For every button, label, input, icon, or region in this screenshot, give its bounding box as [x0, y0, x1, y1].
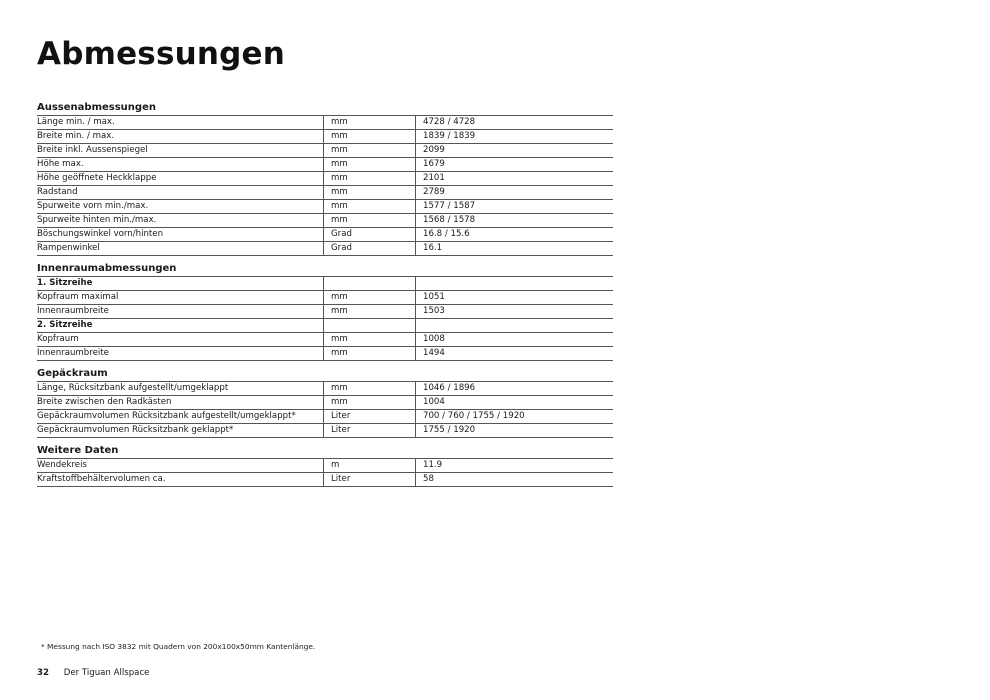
row-unit: mm — [324, 200, 416, 214]
row-unit: m — [324, 459, 416, 473]
section-title: Weitere Daten — [37, 445, 119, 456]
spec-table — [37, 115, 613, 256]
row-label: Spurweite hinten min./max. — [37, 214, 324, 228]
table-row — [37, 116, 613, 130]
table-row — [37, 410, 613, 424]
table-row — [37, 473, 613, 487]
row-unit: mm — [324, 305, 416, 319]
row-value: 16.1 — [416, 242, 614, 256]
table-row — [37, 130, 613, 144]
row-value: 2101 — [416, 172, 614, 186]
section-title: Aussenabmessungen — [37, 102, 156, 113]
row-value: 1839 / 1839 — [416, 130, 614, 144]
section — [37, 444, 613, 487]
row-unit: Liter — [324, 410, 416, 424]
table-row — [37, 242, 613, 256]
row-value: 1008 — [416, 333, 614, 347]
row-unit: Grad — [324, 242, 416, 256]
row-value: 1051 — [416, 291, 614, 305]
row-label: Breite zwischen den Radkästen — [37, 396, 324, 410]
row-label: Kopfraum maximal — [37, 291, 324, 305]
table-row — [37, 214, 613, 228]
row-unit — [324, 319, 416, 333]
row-label: Innenraumbreite — [37, 347, 324, 361]
row-value: 1577 / 1587 — [416, 200, 614, 214]
row-unit: Grad — [324, 228, 416, 242]
row-value: 1004 — [416, 396, 614, 410]
page-title: Abmessungen — [37, 36, 286, 72]
table-row — [37, 144, 613, 158]
row-label: Höhe max. — [37, 158, 324, 172]
table-row — [37, 347, 613, 361]
row-label: 1. Sitzreihe — [37, 277, 324, 291]
row-label: Radstand — [37, 186, 324, 200]
row-label: Länge, Rücksitzbank aufgestellt/umgeklappt — [37, 382, 324, 396]
row-value: 1568 / 1578 — [416, 214, 614, 228]
row-value: 1503 — [416, 305, 614, 319]
row-label: Rampenwinkel — [37, 242, 324, 256]
section — [37, 101, 613, 256]
row-label: Spurweite vorn min./max. — [37, 200, 324, 214]
section-title: Innenraumabmessungen — [37, 263, 177, 274]
row-value — [416, 277, 614, 291]
row-label: 2. Sitzreihe — [37, 319, 324, 333]
row-label: Wendekreis — [37, 459, 324, 473]
table-row — [37, 305, 613, 319]
dimensions-tables — [37, 101, 613, 487]
table-row — [37, 382, 613, 396]
row-label: Breite min. / max. — [37, 130, 324, 144]
row-unit: mm — [324, 186, 416, 200]
row-unit: mm — [324, 130, 416, 144]
section-title: Gepäckraum — [37, 368, 108, 379]
spec-table — [37, 381, 613, 438]
table-row — [37, 424, 613, 438]
spec-table — [37, 458, 613, 487]
row-value: 4728 / 4728 — [416, 116, 614, 130]
footnote: * Messung nach ISO 3832 mit Quadern von 200x100x50mm Kantenlänge. — [41, 642, 316, 651]
row-label: Breite inkl. Aussenspiegel — [37, 144, 324, 158]
row-value: 1494 — [416, 347, 614, 361]
row-label: Gepäckraumvolumen Rücksitzbank aufgestellt/umgeklappt* — [37, 410, 324, 424]
row-label: Länge min. / max. — [37, 116, 324, 130]
row-value — [416, 319, 614, 333]
row-value: 1046 / 1896 — [416, 382, 614, 396]
row-unit: Liter — [324, 424, 416, 438]
row-unit: mm — [324, 158, 416, 172]
row-value: 1755 / 1920 — [416, 424, 614, 438]
row-value: 11.9 — [416, 459, 614, 473]
table-subheader-row — [37, 277, 613, 291]
table-row — [37, 158, 613, 172]
row-unit: mm — [324, 214, 416, 228]
row-label: Böschungswinkel vorn/hinten — [37, 228, 324, 242]
row-value: 700 / 760 / 1755 / 1920 — [416, 410, 614, 424]
row-unit: mm — [324, 382, 416, 396]
row-label: Höhe geöffnete Heckklappe — [37, 172, 324, 186]
table-subheader-row — [37, 319, 613, 333]
table-row — [37, 172, 613, 186]
row-value: 16.8 / 15.6 — [416, 228, 614, 242]
table-row — [37, 459, 613, 473]
page-number: 32 — [37, 668, 49, 678]
row-value: 2789 — [416, 186, 614, 200]
row-value: 58 — [416, 473, 614, 487]
row-unit: mm — [324, 333, 416, 347]
row-unit: mm — [324, 172, 416, 186]
row-unit: mm — [324, 144, 416, 158]
section — [37, 262, 613, 361]
table-row — [37, 228, 613, 242]
row-label: Innenraumbreite — [37, 305, 324, 319]
row-label: Gepäckraumvolumen Rücksitzbank geklappt* — [37, 424, 324, 438]
table-row — [37, 291, 613, 305]
row-unit: mm — [324, 291, 416, 305]
document-title: Der Tiguan Allspace — [63, 668, 150, 678]
section — [37, 367, 613, 438]
row-unit: Liter — [324, 473, 416, 487]
table-row — [37, 396, 613, 410]
row-value: 2099 — [416, 144, 614, 158]
row-unit: mm — [324, 396, 416, 410]
spec-table — [37, 276, 613, 361]
table-row — [37, 186, 613, 200]
row-unit: mm — [324, 347, 416, 361]
table-row — [37, 333, 613, 347]
row-unit: mm — [324, 116, 416, 130]
table-row — [37, 200, 613, 214]
row-label: Kraftstoffbehältervolumen ca. — [37, 473, 324, 487]
page-footer — [37, 668, 149, 678]
row-value: 1679 — [416, 158, 614, 172]
row-label: Kopfraum — [37, 333, 324, 347]
row-unit — [324, 277, 416, 291]
